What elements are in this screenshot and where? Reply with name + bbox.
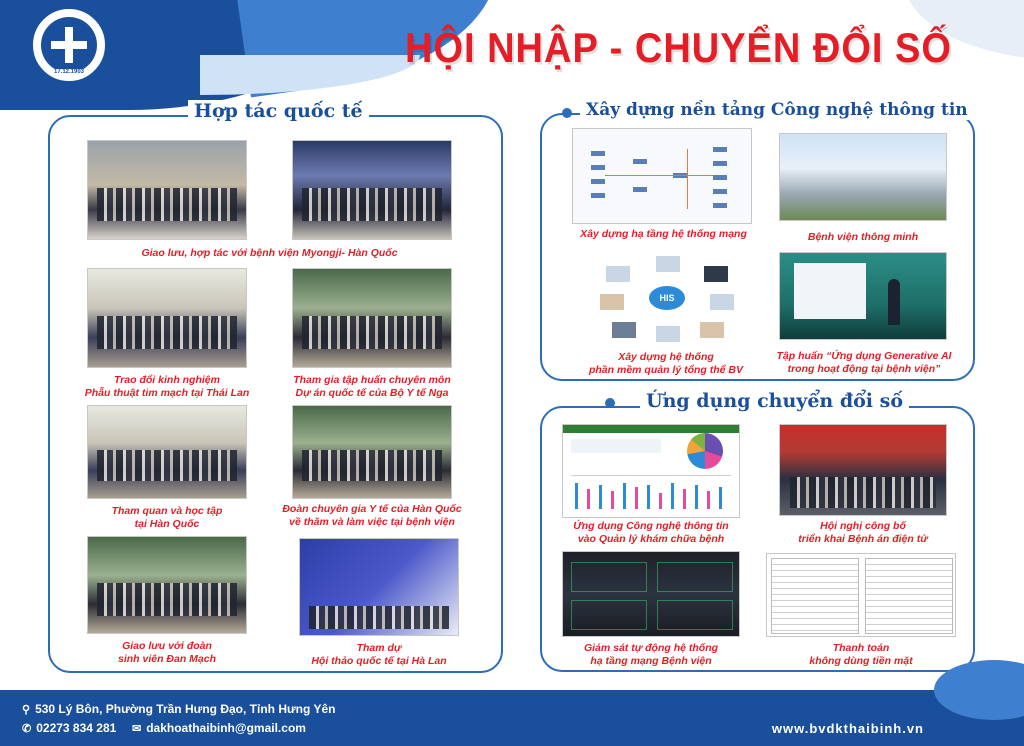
page-title: HỘI NHẬP - CHUYỂN ĐỔI SỐ: [405, 25, 952, 73]
section-title-intl: Hợp tác quốc tế: [188, 100, 369, 122]
photo-myongji-1: [87, 140, 247, 240]
photo-his-diagram: [592, 252, 742, 346]
caption-it-2: Bệnh viện thông minh: [807, 231, 919, 243]
caption-intl-2: Trao đổi kinh nghiệm Phẫu thuật tim mạch tại Thái Lan: [84, 374, 250, 399]
caption-intl-7: Tham dự Hội thảo quốc tế tại Hà Lan: [311, 642, 447, 667]
photo-korea-experts: [292, 405, 452, 499]
his-hub: HIS: [649, 286, 685, 310]
caption-digital-1: Ứng dụng Công nghệ thông tin vào Quản lý khám chữa bệnh: [573, 520, 729, 545]
photo-thailand: [87, 268, 247, 368]
caption-digital-3: Giám sát tự động hệ thống hạ tầng mạng Bệnh viện: [583, 642, 719, 667]
bullet-dot: [605, 398, 615, 408]
logo-date: 17.12.1903: [53, 69, 85, 75]
photo-denmark: [87, 536, 247, 634]
footer-website[interactable]: www.bvdkthaibinh.vn: [771, 721, 924, 736]
photo-korea-study: [87, 405, 247, 499]
caption-intl-1: Giao lưu, hợp tác với bệnh viện Myongji- Hàn Quốc: [141, 247, 398, 259]
footer-phone: [22, 721, 116, 735]
footer-email[interactable]: [132, 721, 306, 735]
email-icon: ✉: [132, 723, 142, 735]
photo-network-diagram: [572, 128, 752, 224]
photo-netherlands: [299, 538, 459, 636]
photo-dashboard: [562, 424, 740, 518]
email-text[interactable]: dakhoathaibinh@gmail.com: [146, 721, 306, 735]
photo-cashless-payment: [766, 553, 956, 637]
section-title-digital: Ứng dụng chuyển đổi số: [640, 390, 909, 412]
photo-smart-hospital: [779, 133, 947, 221]
phone-icon: ✆: [22, 723, 32, 735]
photo-emr-conference: [779, 424, 947, 516]
photo-generative-ai-training: [779, 252, 947, 340]
header-swoosh: [200, 55, 420, 95]
caption-it-3: Xây dựng hệ thống phần mềm quản lý tổng thể BV: [588, 351, 743, 376]
photo-network-monitoring: [562, 551, 740, 637]
caption-it-4: Tập huấn “Ứng dụng Generative AI trong hoạt động tại bệnh viện”: [776, 350, 952, 375]
caption-it-1: Xây dựng hạ tầng hệ thống mạng: [580, 228, 747, 240]
caption-intl-3: Tham gia tập huấn chuyên môn Dự án quốc tế của Bộ Y tế Nga: [293, 374, 451, 399]
photo-russia: [292, 268, 452, 368]
location-pin-icon: ⚲: [22, 704, 31, 716]
hospital-logo: [30, 6, 108, 84]
caption-intl-5: Đoàn chuyên gia Y tế của Hàn Quốc về thăm và làm việc tại bệnh viện: [282, 503, 462, 528]
footer-address: [22, 702, 335, 716]
phone-text: 02273 834 281: [36, 721, 117, 735]
caption-digital-2: Hội nghị công bố triển khai Bệnh án điện tử: [798, 520, 928, 545]
caption-intl-4: Tham quan và học tập tại Hàn Quốc: [111, 505, 223, 530]
photo-myongji-2: [292, 140, 452, 240]
section-title-it: Xây dựng nền tảng Công nghệ thông tin: [580, 100, 974, 120]
address-text: 530 Lý Bôn, Phường Trần Hưng Đạo, Tỉnh Hưng Yên: [35, 702, 336, 716]
caption-intl-6: Giao lưu với đoàn sinh viên Đan Mạch: [117, 640, 217, 665]
bullet-dot: [562, 108, 572, 118]
caption-digital-4: Thanh toán không dùng tiền mặt: [809, 642, 913, 667]
footer: [0, 690, 1024, 746]
